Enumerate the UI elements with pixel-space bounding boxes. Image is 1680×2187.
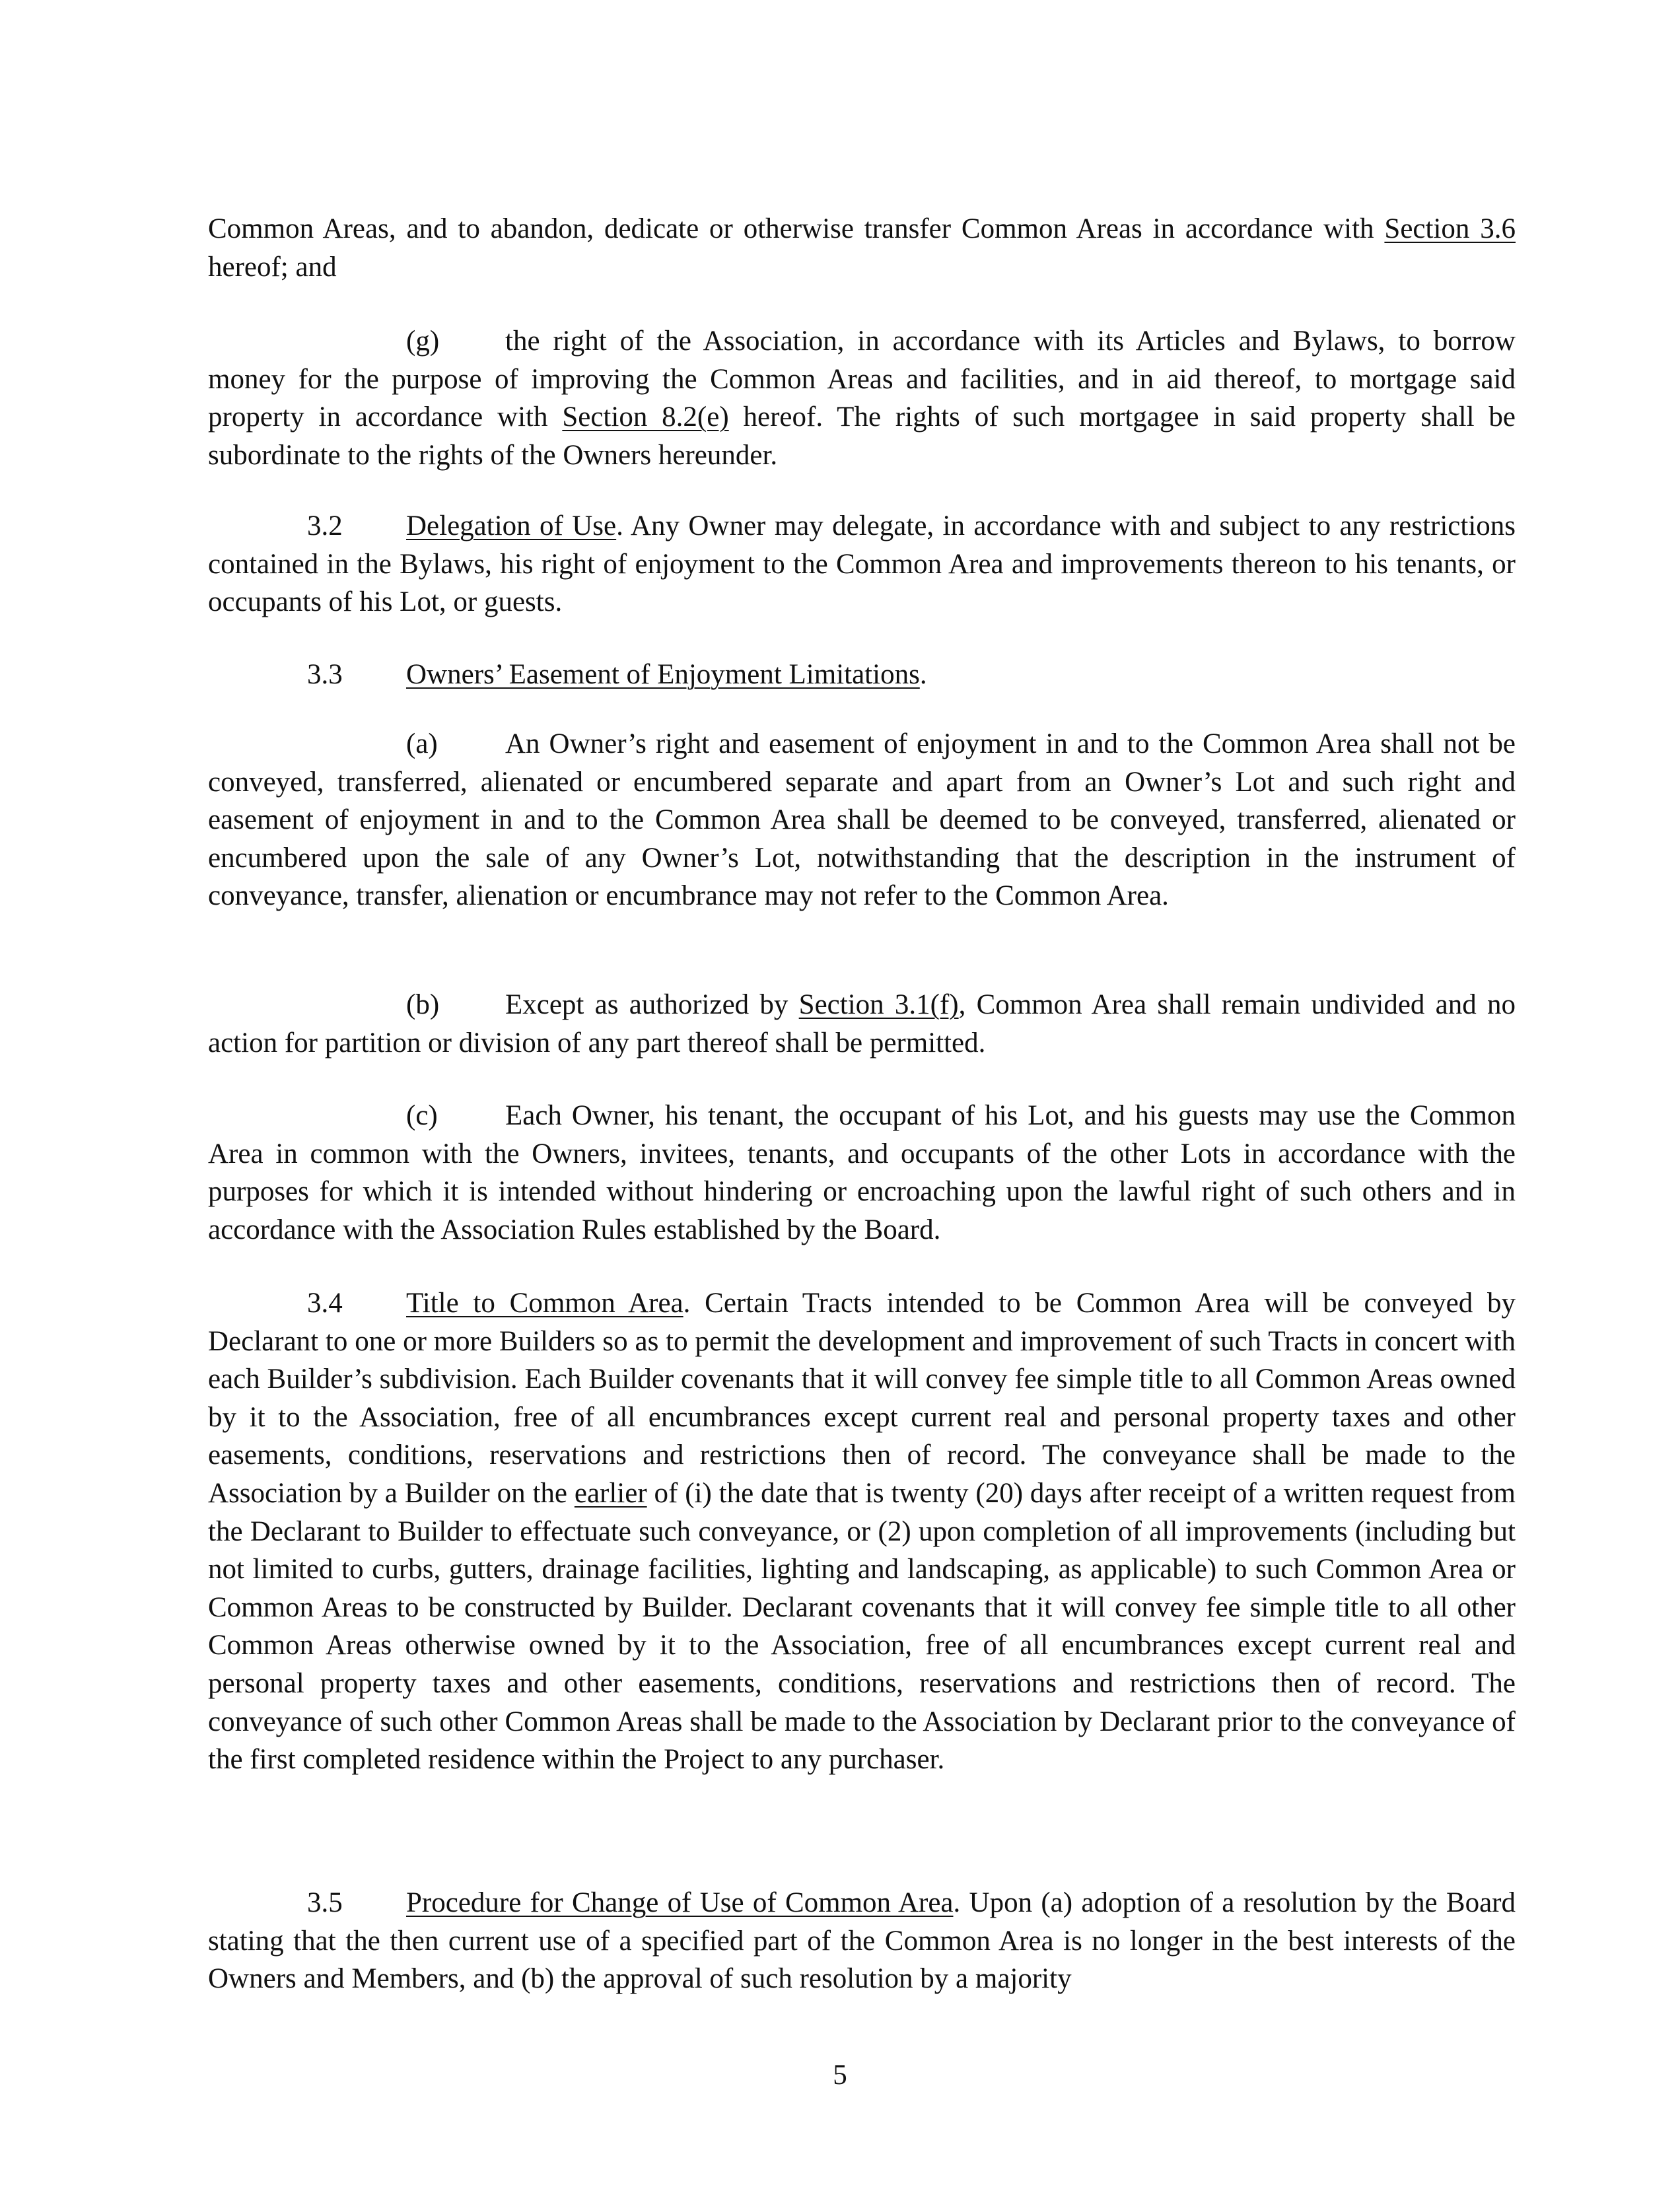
section-3-1-f-reference: Section 3.1(f) bbox=[798, 989, 959, 1020]
paragraph-g-text-2: hereof. The rights of such mortgagee in said property shall be subordinate to the rights of the Owners hereunder. bbox=[208, 401, 1516, 471]
section-3-4-heading: Title to Common Area bbox=[406, 1288, 683, 1319]
continuation-paragraph bbox=[208, 210, 1516, 286]
paragraph-g bbox=[208, 322, 1516, 474]
section-3-3-b-text-2: , Common Area shall remain undivided and no action for partition or division of any part thereof shall be permitted. bbox=[208, 989, 1516, 1059]
section-3-3-b-label: (b) bbox=[406, 989, 440, 1020]
page-number: 5 bbox=[833, 2060, 847, 2091]
section-3-4-text-2: of (i) the date that is twenty (20) days after receipt of a written request from the Declarant to Builder to effectuate such conveyance, or (2) upon completion of all improvements (including but not limited to curbs, gutters, drainage facilities, lighting and landscaping, as applicable) to such Common Area or Common Areas to be constructed by Builder. Declarant covenants that it will convey fee simple title to all other Common Areas otherwise owned by it to the Association, free of all encumbrances except current real and personal property taxes and other easements, conditions, reservations and restrictions then of record. The conveyance of such other Common Areas shall be made to the Association by Declarant prior to the conveyance of the first completed residence within the Project to any purchaser. bbox=[208, 1477, 1516, 1776]
section-3-3-c-label: (c) bbox=[406, 1100, 438, 1131]
section-3-2-text: . Any Owner may delegate, in accordance with and subject to any restrictions contained in the Bylaws, his right of enjoyment to the Common Area and improvements thereon to his tenants, or occupants of his Lot, or guests. bbox=[208, 510, 1516, 618]
section-3-5 bbox=[208, 1884, 1516, 1998]
section-3-5-number: 3.5 bbox=[307, 1887, 343, 1918]
section-3-3-c-text: Each Owner, his tenant, the occupant of his Lot, and his guests may use the Common Area in common with the Owners, invitees, tenants, and occupants of the other Lots in accordance with the purposes for which it is intended without hindering or encroaching upon the lawful right of such others and in accordance with the Association Rules established by the Board. bbox=[208, 1100, 1516, 1245]
section-3-2-heading: Delegation of Use bbox=[406, 510, 617, 541]
section-3-3-a bbox=[208, 725, 1516, 915]
section-3-3-b-text-1: Except as authorized by bbox=[505, 989, 799, 1020]
cont-text-2: hereof; and bbox=[208, 251, 337, 283]
paragraph-g-text-1: the right of the Association, in accordance with its Articles and Bylaws, to borrow money for the purpose of improving the Common Areas and facilities, and in aid thereof, to mortgage said property in accordance with bbox=[208, 326, 1516, 433]
section-3-5-heading: Procedure for Change of Use of Common Area bbox=[406, 1887, 954, 1918]
paragraph-g-label: (g) bbox=[406, 326, 440, 357]
section-3-3-c bbox=[208, 1097, 1516, 1249]
section-3-4-emphasis: earlier bbox=[574, 1477, 647, 1509]
section-3-3-a-label: (a) bbox=[406, 728, 438, 759]
section-3-3-number: 3.3 bbox=[307, 659, 343, 690]
section-3-3-a-text: An Owner’s right and easement of enjoyment in and to the Common Area shall not be conveyed, transferred, alienated or encumbered separate and apart from an Owner’s Lot and such right and easement of enjoyment in and to the Common Area shall be deemed to be conveyed, transferred, alienated or encumbered upon the sale of any Owner’s Lot, notwithstanding that the description in the instrument of conveyance, transfer, alienation or encumbrance may not refer to the Common Area. bbox=[208, 728, 1516, 912]
section-8-2-e-reference: Section 8.2(e) bbox=[562, 401, 729, 433]
section-3-3-b bbox=[208, 986, 1516, 1062]
section-3-3-heading: Owners’ Easement of Enjoyment Limitations bbox=[406, 659, 920, 690]
section-3-2-number: 3.2 bbox=[307, 510, 343, 541]
section-3-2 bbox=[208, 507, 1516, 621]
section-3-4 bbox=[208, 1284, 1516, 1779]
section-3-6-reference: Section 3.6 bbox=[1384, 213, 1516, 244]
section-3-4-text-1: . Certain Tracts intended to be Common Area will be conveyed by Declarant to one or more Builders so as to permit the development and improvement of such Tracts in concert with each Builder’s subdivision. Each Builder covenants that it will convey fee simple title to all Common Areas owned by it to the Association, free of all encumbrances except current real and personal property taxes and other easements, conditions, reservations and restrictions then of record. The conveyance shall be made to the Association by a Builder on the bbox=[208, 1288, 1516, 1509]
section-3-3-text: . bbox=[919, 659, 927, 690]
section-3-3 bbox=[208, 656, 1516, 694]
section-3-5-text: . Upon (a) adoption of a resolution by the Board stating that the then current use of a specified part of the Common Area is no longer in the best interests of the Owners and Members, and (b) the approval of such resolution by a majority bbox=[208, 1887, 1516, 1995]
section-3-4-number: 3.4 bbox=[307, 1288, 343, 1319]
cont-text-1: Common Areas, and to abandon, dedicate or otherwise transfer Common Areas in accordance with bbox=[208, 213, 1385, 244]
